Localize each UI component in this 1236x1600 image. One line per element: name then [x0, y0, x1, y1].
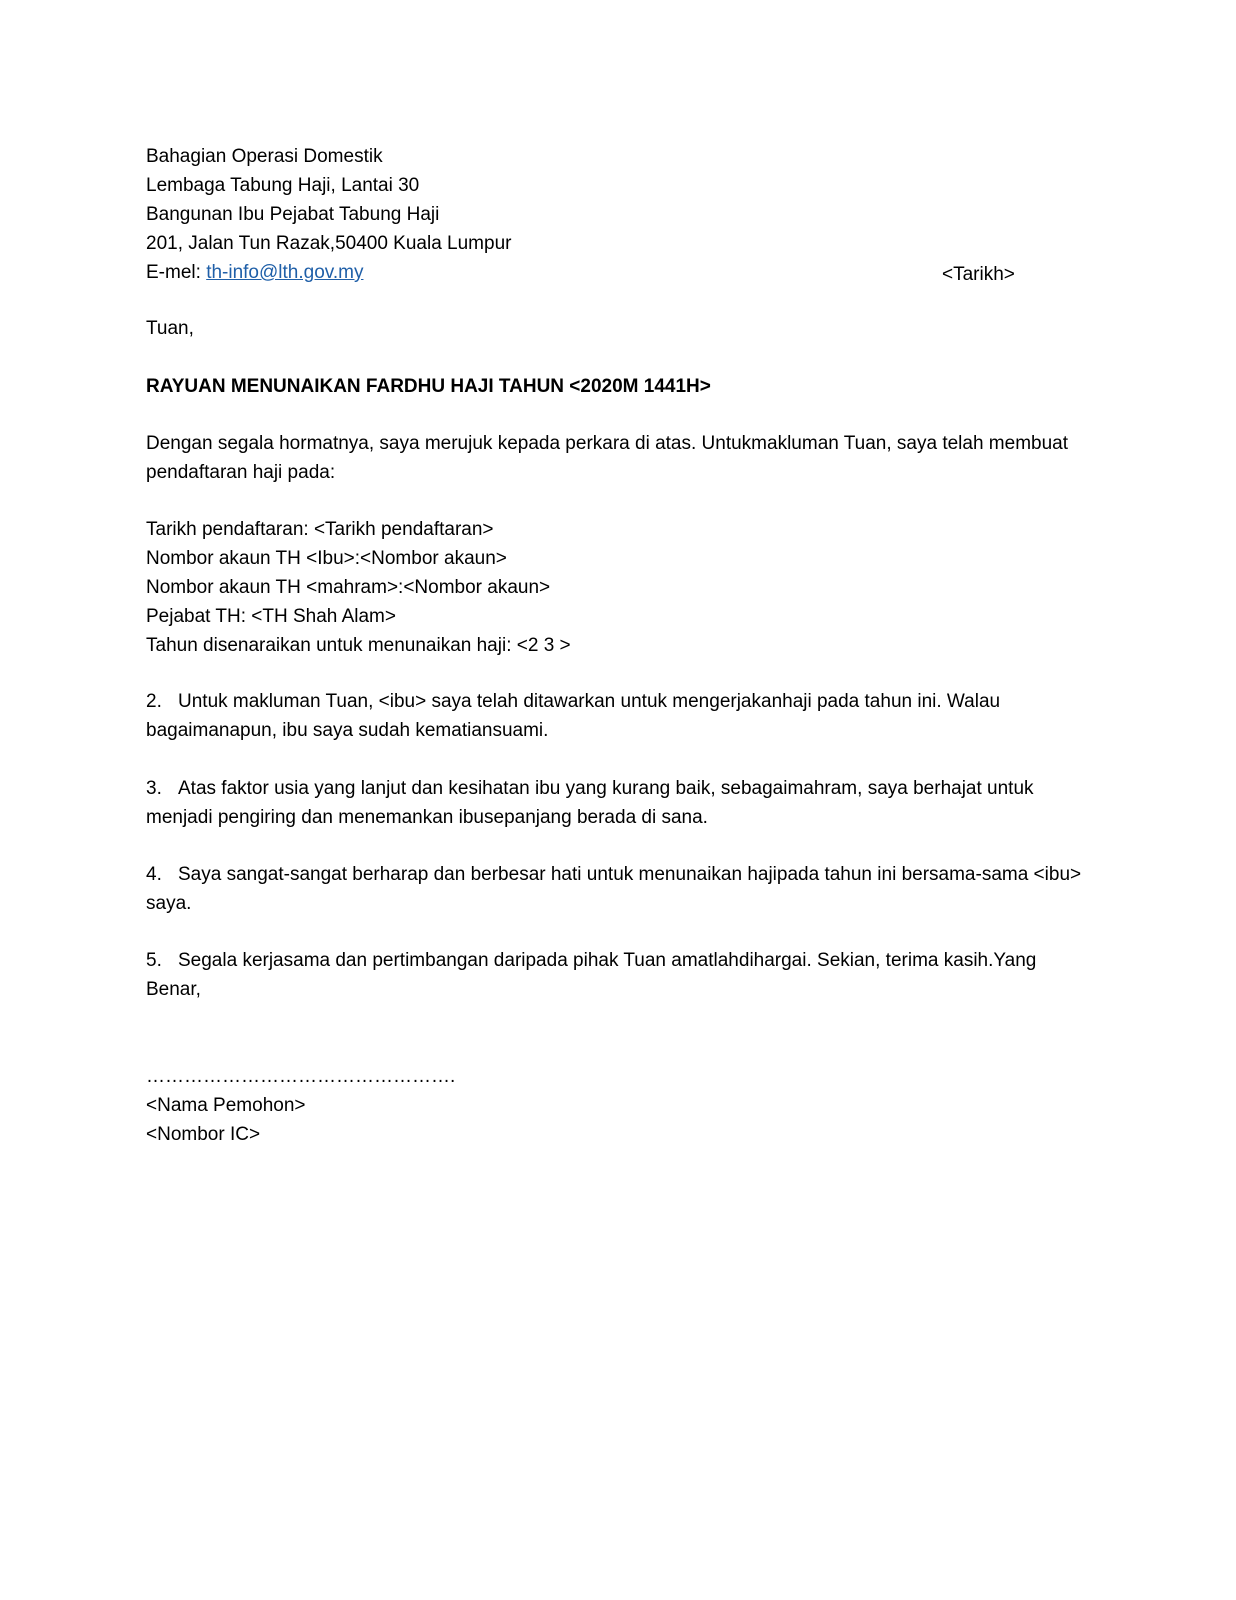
paragraph-5 [146, 946, 1096, 1004]
letter-subject: RAYUAN MENUNAIKAN FARDHU HAJI TAHUN <2020M 1441H> [146, 376, 711, 397]
paragraph-text: Atas faktor usia yang lanjut dan kesihatan ibu yang kurang baik, sebagaimahram, saya berhajat untuk menjadi pengiring dan menemankan ibusepanjang berada di sana. [146, 778, 1034, 828]
applicant-name: <Nama Pemohon> [146, 1095, 306, 1116]
paragraph-text: Untuk makluman Tuan, <ibu> saya telah ditawarkan untuk mengerjakanhaji pada tahun ini. Walau bagaimanapun, ibu saya sudah kematiansuami. [146, 691, 1001, 741]
address-line-2: Lembaga Tabung Haji, Lantai 30 [146, 175, 420, 196]
paragraph-3 [146, 774, 1096, 832]
email-link[interactable]: th-info@lth.gov.my [206, 262, 364, 283]
paragraph-text: Saya sangat-sangat berharap dan berbesar hati untuk menunaikan hajipada tahun ini bersama-sama <ibu> saya. [146, 864, 1082, 914]
paragraph-2 [146, 687, 1096, 745]
paragraph-number: 5. [146, 950, 162, 971]
th-office: Pejabat TH: <TH Shah Alam> [146, 606, 396, 627]
registration-date: Tarikh pendaftaran: <Tarikh pendaftaran> [146, 519, 494, 540]
paragraph-number: 3. [146, 778, 162, 799]
email-label: E-mel: [146, 262, 207, 283]
paragraph-text: Segala kerjasama dan pertimbangan daripada pihak Tuan amatlahdihargai. Sekian, terima kasih.Yang Benar, [146, 950, 1037, 1000]
registration-details [146, 515, 1096, 660]
address-line-4: 201, Jalan Tun Razak,50400 Kuala Lumpur [146, 233, 512, 254]
intro-paragraph: Dengan segala hormatnya, saya merujuk kepada perkara di atas. Untukmakluman Tuan, saya telah membuat pendaftaran haji pada: [146, 433, 1069, 483]
paragraph-4 [146, 860, 1096, 918]
account-mahram: Nombor akaun TH <mahram>:<Nombor akaun> [146, 577, 551, 598]
applicant-ic: <Nombor IC> [146, 1124, 261, 1145]
paragraph-number: 4. [146, 864, 162, 885]
signature-line: …………………………………………. [146, 1066, 456, 1087]
address-line-3: Bangunan Ibu Pejabat Tabung Haji [146, 204, 440, 225]
date-placeholder: <Tarikh> [942, 264, 1015, 285]
salutation: Tuan, [146, 318, 194, 339]
address-line-1: Bahagian Operasi Domestik [146, 146, 383, 167]
signature-block [146, 1062, 1096, 1149]
years-listed: Tahun disenaraikan untuk menunaikan haji: <2 3 > [146, 635, 571, 656]
account-ibu: Nombor akaun TH <Ibu>:<Nombor akaun> [146, 548, 507, 569]
paragraph-number: 2. [146, 691, 162, 712]
